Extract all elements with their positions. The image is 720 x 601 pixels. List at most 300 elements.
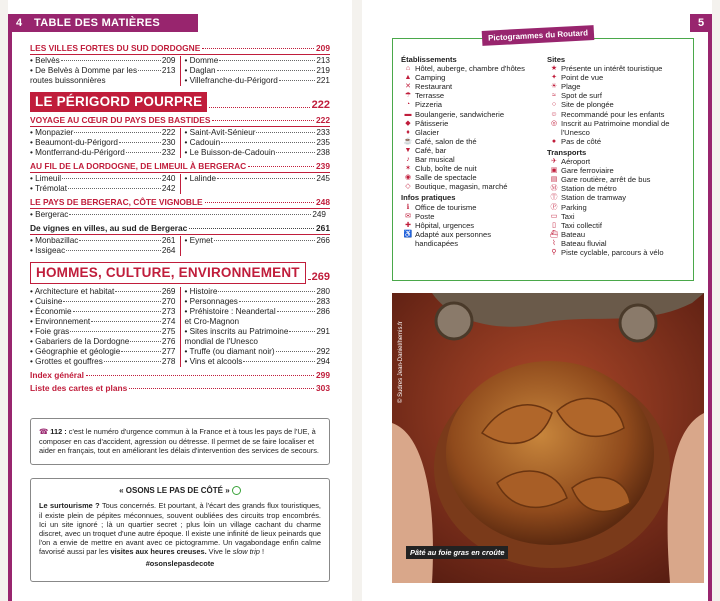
toc-part-heading	[30, 92, 330, 112]
toc-entry-page: 280	[316, 287, 330, 296]
toc-entry	[30, 357, 176, 367]
legend-item	[547, 193, 693, 202]
toc-entry	[185, 174, 331, 184]
toc-entry-title: • Cuisine	[30, 297, 63, 306]
toc-entry-title: • Daglan	[184, 66, 216, 75]
toc-entry-title: • Vins et alcools	[184, 357, 243, 366]
toc-entry	[30, 66, 176, 86]
toc-entry-title: • Gabariers de la Dordogne	[30, 337, 130, 346]
legend-item	[401, 146, 551, 155]
toc-entry-title: • Histoire	[184, 287, 218, 296]
legend-label: Spot de surf	[561, 91, 602, 101]
toc-leader	[130, 341, 160, 342]
toc-leader	[69, 214, 311, 215]
toc-entry-page: 269	[161, 287, 176, 296]
toc-column	[30, 174, 180, 194]
toc-entry-title: • Architecture et habitat	[30, 287, 115, 296]
osons-box	[30, 478, 330, 582]
toc-entry	[185, 148, 331, 158]
toc-section-heading	[30, 197, 330, 207]
toc-part-title: HOMMES, CULTURE, ENVIRONNEMENT	[30, 262, 306, 284]
legend-icon: ⚲	[551, 248, 557, 256]
legend-icon: ○	[551, 101, 557, 109]
toc-title: TABLE DES MATIÈRES	[34, 17, 160, 29]
legend-item	[547, 230, 693, 239]
toc-entry-page: 242	[161, 184, 176, 193]
toc-entry-title: • Limeuil	[30, 174, 62, 183]
toc-entry	[30, 337, 176, 347]
toc-entry-page: 213	[316, 56, 330, 65]
toc-section-heading	[30, 43, 330, 53]
toc-leader	[119, 142, 161, 143]
legend-label: Site de plongée	[561, 100, 614, 110]
toc-entry	[30, 128, 176, 138]
toc-column	[30, 287, 180, 367]
legend-label: Boutique, magasin, marché	[415, 182, 508, 192]
legend-label: Piste cyclable, parcours à vélo	[561, 247, 664, 257]
toc-entry-title: • Saint-Avit-Sénieur	[184, 128, 256, 137]
toc-entry-title: • Grottes et gouffres	[30, 357, 103, 366]
legend-item	[401, 128, 551, 137]
osons-bold: Le surtourisme ?	[39, 501, 100, 511]
legend-icon: ♿	[403, 230, 413, 238]
toc-column	[180, 128, 331, 158]
legend-label: Office de tourisme	[415, 202, 477, 212]
toc-entry-title: • Belvès	[30, 56, 60, 65]
legend-icon: ⛴	[549, 230, 559, 238]
toc-leader	[121, 351, 161, 352]
toc-entry-page: 274	[161, 317, 176, 326]
toc-entry	[185, 128, 331, 138]
toc-leader	[217, 178, 315, 179]
legend-icon: ✕	[405, 83, 411, 91]
toc-entry-page: 294	[316, 357, 330, 366]
legend-icon: ✚	[405, 221, 411, 229]
toc-leader	[63, 301, 160, 302]
toc-entry-page: 209	[161, 56, 176, 65]
toc-leader	[73, 311, 161, 312]
toc-rule	[30, 234, 330, 235]
toc-entry-page: 240	[161, 174, 176, 183]
legend-icon: Ⓜ	[550, 185, 558, 193]
toc-entry	[30, 287, 176, 297]
toc-entry-title: • Eymet	[184, 236, 213, 245]
legend-label: Présente un intérêt touristique	[561, 64, 663, 74]
toc-leader	[256, 132, 315, 133]
toc-section-page: 209	[316, 43, 330, 53]
toc-section-title: LES VILLES FORTES DU SUD DORDOGNE	[30, 43, 201, 53]
legend-label: Point de vue	[561, 73, 604, 83]
toc-entry-page: 235	[316, 138, 330, 147]
legend-item	[401, 100, 551, 109]
toc-entry-title: • Sites inscrits au Patrimoine mondial de l'Unesco	[184, 327, 289, 346]
toc-leader	[214, 240, 315, 241]
legend-label: Boulangerie, sandwicherie	[415, 109, 505, 119]
toc-leader	[248, 166, 314, 167]
legend-item	[547, 73, 693, 82]
legend-label: Café, bar	[415, 145, 447, 155]
emergency-box	[30, 418, 330, 465]
toc-entry	[30, 317, 176, 327]
toc-column	[30, 128, 180, 158]
legend-item	[547, 203, 693, 212]
legend-heading: Sites	[547, 55, 566, 64]
toc-entry-page: 292	[316, 347, 330, 356]
toc-entry	[185, 287, 331, 297]
toc-entry	[185, 76, 331, 86]
toc-rule	[30, 172, 330, 173]
legend-icon: ▬	[404, 110, 412, 118]
toc-entry-title: • Environnement	[30, 317, 91, 326]
legend-label: Salle de spectacle	[415, 173, 477, 183]
emergency-number: 112 :	[50, 427, 67, 436]
toc-entry-page: 222	[161, 128, 176, 137]
toc-entry-title: • Montferrand-du-Périgord	[30, 148, 125, 157]
legend-item	[547, 110, 693, 119]
toc-column	[30, 56, 180, 86]
toc-entry-page: 219	[316, 66, 330, 75]
legend-label: Glacier	[415, 127, 440, 137]
legend-icon: ▤	[550, 176, 558, 184]
toc-entry-title: • Personnages	[184, 297, 238, 306]
toc-rule	[30, 126, 330, 127]
toc-section-heading	[30, 370, 330, 380]
food-photo	[392, 293, 704, 583]
toc-entry	[185, 236, 331, 246]
toc-section-title: Liste des cartes et plans	[30, 383, 128, 393]
toc-column	[180, 287, 331, 367]
legend-item	[547, 82, 693, 91]
pate-photo-illustration	[392, 293, 704, 583]
toc-entry	[30, 56, 176, 66]
legend-icon: ✶	[405, 165, 411, 173]
toc-entry	[185, 66, 331, 76]
toc-entry-page: 232	[161, 148, 176, 157]
osons-title	[39, 486, 321, 495]
legend-icon: ☕	[403, 137, 413, 145]
toc-section-page: 248	[316, 197, 330, 207]
legend-item	[401, 164, 551, 173]
legend-item	[401, 110, 551, 119]
legend-item	[547, 221, 693, 230]
toc-entry-page: 291	[316, 327, 330, 336]
toc-entry-page: 278	[161, 357, 176, 366]
legend-icon: ▭	[550, 212, 558, 220]
pas-de-cote-icon	[232, 486, 241, 495]
toc-leader	[189, 228, 314, 229]
toc-rule	[30, 54, 330, 55]
toc-part-heading	[30, 262, 330, 284]
toc-leader	[308, 279, 310, 280]
legend-label: Restaurant	[415, 82, 453, 92]
osons-italic: slow trip	[232, 547, 260, 557]
toc-entry	[185, 307, 331, 327]
toc-part-page: 222	[311, 99, 330, 111]
legend-heading: Transports	[547, 147, 587, 157]
legend-heading: Établissements	[401, 55, 457, 64]
legend-icon: ☺	[550, 110, 558, 118]
toc-entry	[30, 148, 176, 158]
legend-icon: ▣	[550, 167, 558, 175]
legend-label: Gare ferroviaire	[561, 166, 614, 176]
toc-entry-page: 275	[161, 327, 176, 336]
toc-column	[180, 56, 331, 86]
legend-label: Bar musical	[415, 155, 455, 165]
osons-body2: Vive le	[206, 547, 233, 557]
toc-leader	[61, 60, 161, 61]
toc-leader	[243, 361, 315, 362]
toc-entry-page: 213	[161, 66, 176, 75]
legend-item	[547, 248, 693, 257]
legend-icon: ▯	[552, 221, 556, 229]
toc-leader	[209, 107, 309, 108]
legend-icon: ◆	[405, 119, 411, 127]
legend-label: Inscrit au Patrimoine mondial de l'Unesco	[561, 118, 670, 137]
toc-entry-title: • Le Buisson-de-Cadouin	[184, 148, 276, 157]
legend-icon: Ⓟ	[550, 203, 558, 211]
legend-icon: ✉	[405, 212, 411, 220]
legend-item	[401, 91, 551, 100]
toc-entry	[185, 56, 331, 66]
toc-section-heading	[30, 161, 330, 171]
toc-column	[180, 236, 331, 256]
toc-leader	[68, 188, 161, 189]
toc-entry	[30, 210, 326, 220]
toc-entry-page: 283	[316, 297, 330, 306]
toc-entry-title: • Monpazier	[30, 128, 74, 137]
legend-icon: Ⓣ	[550, 194, 558, 202]
toc-leader	[79, 240, 160, 241]
legend-item	[401, 203, 551, 212]
legend-item	[401, 64, 551, 73]
toc-leader	[115, 291, 160, 292]
toc-entry-title: • Cadouin	[184, 138, 221, 147]
toc-entry	[30, 347, 176, 357]
legend-item	[547, 100, 693, 109]
pictogram-legend	[392, 38, 694, 281]
toc-entry-page: 261	[161, 236, 176, 245]
legend-icon: ℹ	[406, 203, 410, 211]
legend-icon: ◔	[405, 101, 411, 109]
legend-icon: ♪	[406, 156, 410, 164]
left-edge-bar	[8, 32, 12, 601]
toc-entry	[30, 327, 176, 337]
toc-leader	[218, 291, 315, 292]
toc-entry-title: • Bergerac	[30, 210, 69, 219]
legend-icon: ☀	[550, 83, 558, 91]
toc-leader	[277, 311, 316, 312]
legend-label: Station de métro	[561, 184, 617, 194]
toc-entry	[30, 184, 176, 194]
toc-section-page: 261	[316, 223, 330, 233]
toc-section-title: AU FIL DE LA DORDOGNE, DE LIMEUIL À BERGERAC	[30, 161, 247, 171]
legend-icon: ⌇	[552, 239, 556, 247]
toc-leader	[219, 60, 315, 61]
toc-entry-page: 264	[161, 246, 176, 255]
toc-entry-page: 273	[161, 307, 176, 316]
toc-section-page: 303	[316, 383, 330, 393]
photo-caption: Pâté au foie gras en croûte	[406, 546, 508, 559]
toc-leader	[62, 178, 161, 179]
osons-hashtag: #osonslepasdecote	[145, 558, 215, 568]
legend-icon: ≈	[552, 92, 556, 100]
legend-heading: Infos pratiques	[401, 193, 456, 203]
toc-columns	[30, 56, 330, 86]
legend-item	[547, 91, 693, 100]
legend-label: Pâtisserie	[415, 118, 449, 128]
toc-entry	[30, 174, 176, 184]
toc-section-page: 222	[316, 115, 330, 125]
toc-columns	[30, 210, 330, 220]
toc-column	[180, 174, 331, 194]
legend-item	[401, 230, 551, 248]
legend-label: Taxi collectif	[561, 220, 602, 230]
toc-leader	[129, 388, 314, 389]
toc-entry-title: • Géographie et géologie	[30, 347, 121, 356]
phone-icon: ☎	[39, 427, 49, 436]
left-page	[8, 0, 352, 601]
legend-label: Terrasse	[415, 91, 445, 101]
toc-leader	[205, 202, 314, 203]
legend-icon: ✦	[551, 74, 557, 82]
legend-icon: ◇	[405, 183, 411, 191]
toc-leader	[91, 321, 161, 322]
page-number-left: 4	[8, 14, 30, 32]
osons-title-text: « OSONS LE PAS DE CÔTÉ »	[119, 486, 230, 495]
legend-label: Recommandé pour les enfants	[561, 109, 665, 119]
legend-item	[547, 212, 693, 221]
toc-section-page: 299	[316, 370, 330, 380]
toc-entry	[185, 327, 331, 347]
toc-columns	[30, 287, 330, 367]
legend-label: Station de tramway	[561, 193, 626, 203]
toc-part-page: 269	[311, 271, 330, 283]
legend-item	[401, 182, 551, 191]
legend-label: Adapté aux personnes handicapées	[415, 229, 491, 248]
legend-icon: ◎	[550, 119, 558, 127]
legend-icon: ☂	[404, 92, 412, 100]
toc-entry	[30, 138, 176, 148]
legend-item	[401, 73, 551, 82]
legend-label: Camping	[415, 73, 446, 83]
toc-section-heading	[30, 115, 330, 125]
legend-label: Club, boîte de nuit	[415, 164, 477, 174]
toc-section-title: Index général	[30, 370, 84, 380]
legend-item	[401, 221, 551, 230]
legend-item	[547, 157, 693, 166]
toc-rule	[30, 208, 330, 209]
toc-leader	[126, 152, 161, 153]
toc-section-heading	[30, 223, 330, 233]
toc-section-heading	[30, 383, 330, 393]
toc-entry-title: • Préhistoire : Neandertal et Cro-Magnon	[184, 307, 276, 326]
toc-leader	[276, 351, 316, 352]
legend-icon: ●	[551, 137, 557, 145]
toc-leader	[279, 80, 316, 81]
toc-leader	[138, 70, 161, 71]
legend-item	[547, 137, 693, 146]
right-page	[362, 0, 712, 601]
toc-columns	[30, 236, 330, 256]
legend-icon: ✈	[551, 158, 557, 166]
toc-part-title: LE PÉRIGORD POURPRE	[30, 92, 207, 112]
page-number-right: 5	[690, 14, 712, 32]
legend-item	[547, 184, 693, 193]
toc-entry	[185, 297, 331, 307]
toc-leader	[202, 48, 314, 49]
toc-entry-page: 266	[316, 236, 330, 245]
legend-item	[401, 155, 551, 164]
toc-entry	[185, 357, 331, 367]
legend-item	[547, 64, 693, 73]
legend-icon: ◉	[404, 174, 412, 182]
right-edge-bar	[708, 32, 712, 601]
legend-item	[401, 82, 551, 91]
osons-body: Tous concernés. Et pourtant, à l'écart des grands flux touristiques, il existe plein de pépites méconnues, souvent oubliées des circuits trop encombrés. Ici un site ignoré ; là un quartier secret ; plus loin un village cachant du charme discret, avec un troquet d'une autre époque. Il existe une infinité de lieux peinards que l'on a envie de mettre en avant avec ce pictogramme. Un vagabondage enfin calme favorisé aussi par les	[39, 501, 321, 557]
toc-entry-title: • Domme	[184, 56, 219, 65]
legend-label: Bateau fluvial	[561, 238, 607, 248]
legend-label: Parking	[561, 202, 587, 212]
toc-entry-page: 277	[161, 347, 176, 356]
legend-label: Hôtel, auberge, chambre d'hôtes	[415, 64, 525, 74]
legend-icon: ♦	[406, 128, 410, 136]
toc-column	[30, 236, 180, 256]
photo-credit	[398, 395, 404, 403]
toc-entry	[30, 307, 176, 317]
toc-leader	[86, 375, 314, 376]
toc-entry-title: • Issigeac	[30, 246, 66, 255]
legend-item	[401, 137, 551, 146]
legend-item	[401, 173, 551, 182]
toc-leader	[66, 250, 161, 251]
toc-leader	[276, 152, 315, 153]
toc-columns	[30, 128, 330, 158]
toc-entry	[185, 138, 331, 148]
toc-leader	[70, 331, 161, 332]
toc-leader	[74, 132, 160, 133]
legend-icon: ⌂	[405, 65, 411, 73]
legend-item	[547, 166, 693, 175]
legend-item	[401, 212, 551, 221]
toc-content	[30, 40, 330, 393]
toc-leader	[217, 70, 316, 71]
legend-label: Bateau	[561, 229, 586, 239]
toc-section-title: LE PAYS DE BERGERAC, CÔTE VIGNOBLE	[30, 197, 203, 207]
toc-entry-page: 276	[161, 337, 176, 346]
legend-label: Hôpital, urgences	[415, 220, 475, 230]
toc-entry	[30, 246, 176, 256]
legend-label: Gare routière, arrêt de bus	[561, 175, 651, 185]
toc-entry-page: 233	[316, 128, 330, 137]
toc-entry-title: • Foie gras	[30, 327, 70, 336]
osons-text	[39, 501, 321, 556]
toc-section-page: 239	[316, 161, 330, 171]
legend-label: Taxi	[561, 211, 575, 221]
legend-label: Pizzeria	[415, 100, 443, 110]
toc-entry-page: 221	[316, 76, 330, 85]
toc-leader	[221, 142, 315, 143]
pictogram-title: Pictogrammes du Routard	[482, 25, 595, 46]
legend-label: Poste	[415, 211, 435, 221]
legend-icon: ★	[550, 65, 558, 73]
legend-item	[401, 119, 551, 128]
toc-entry-page: 238	[316, 148, 330, 157]
toc-entry-page: 249	[312, 210, 326, 219]
legend-column-2	[547, 53, 693, 257]
legend-label: Plage	[561, 82, 581, 92]
legend-item	[547, 175, 693, 184]
toc-column	[30, 210, 330, 220]
